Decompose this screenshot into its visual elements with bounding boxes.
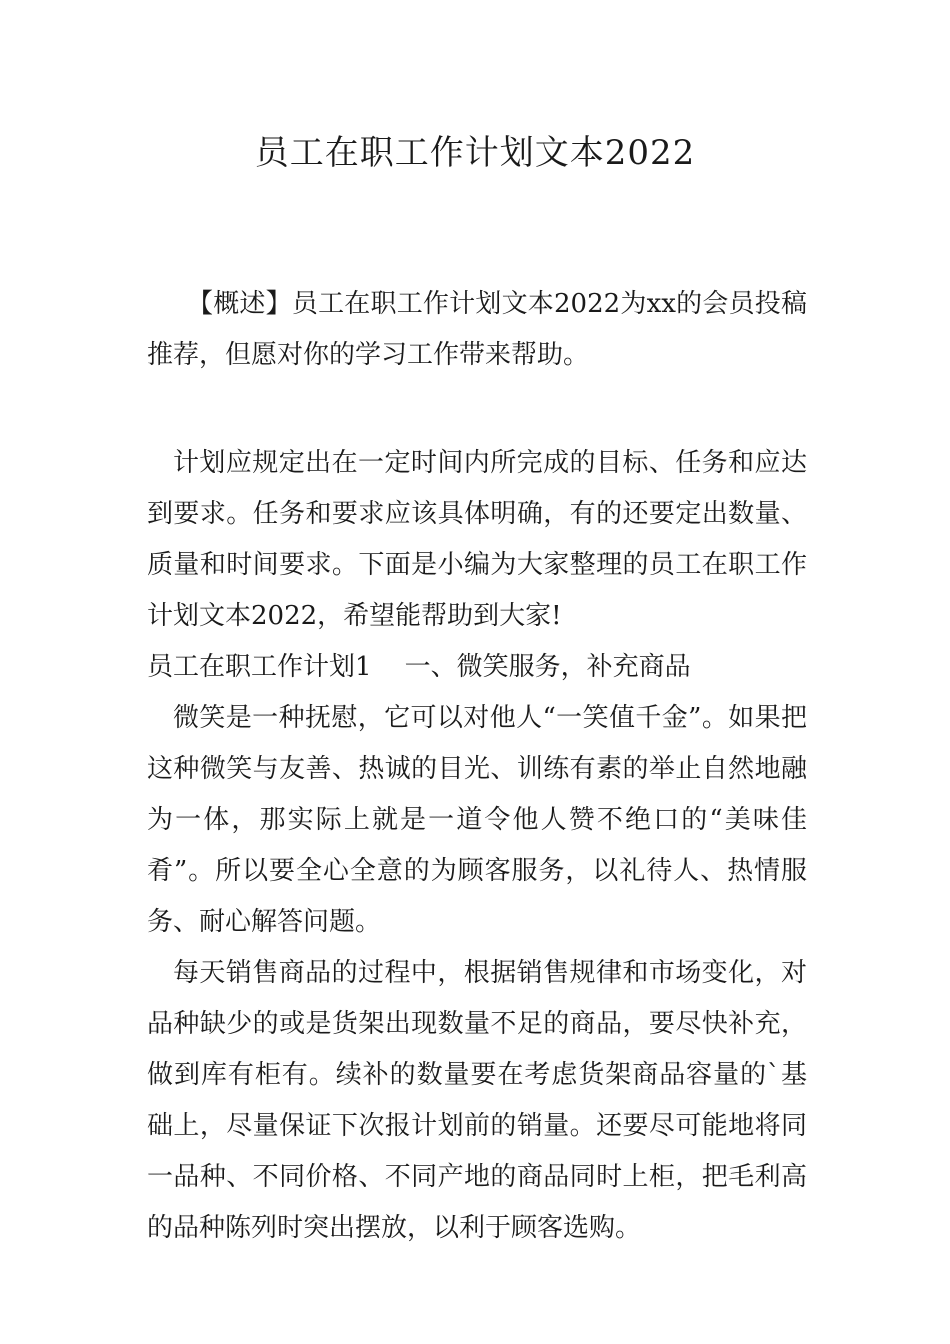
intro-paragraph: 计划应规定出在一定时间内所完成的目标、任务和应达到要求。任务和要求应该具体明确，有的还要定出数量、质量和时间要求。下面是小编为大家整理的员工在职工作计划文本2022，希望能帮助到大家! bbox=[147, 448, 807, 631]
document-body bbox=[147, 279, 807, 1254]
body-paragraph-1: 微笑是一种抚慰，它可以对他人“一笑值千金”。如果把这种微笑与友善、热诚的目光、训练有素的举止自然地融为一体，那实际上就是一道令他人赞不绝口的“美味佳肴”。所以要全心全意的为顾客服务，以礼待人、热情服务、耐心解答问题。 bbox=[147, 703, 807, 937]
summary-paragraph: 【概述】员工在职工作计划文本2022为xx的会员投稿推荐，但愿对你的学习工作带来帮助。 bbox=[147, 289, 807, 370]
document-title: 员工在职工作计划文本2022 bbox=[254, 133, 696, 173]
section-heading: 员工在职工作计划1 一、微笑服务，补充商品 bbox=[147, 652, 691, 682]
body-paragraph-2: 每天销售商品的过程中，根据销售规律和市场变化，对品种缺少的或是货架出现数量不足的商品，要尽快补充，做到库有柜有。续补的数量要在考虑货架商品容量的`基础上，尽量保证下次报计划前的销量。还要尽可能地将同一品种、不同价格、不同产地的商品同时上柜，把毛利高的品种陈列时突出摆放，以利于顾客选购。 bbox=[147, 958, 807, 1243]
